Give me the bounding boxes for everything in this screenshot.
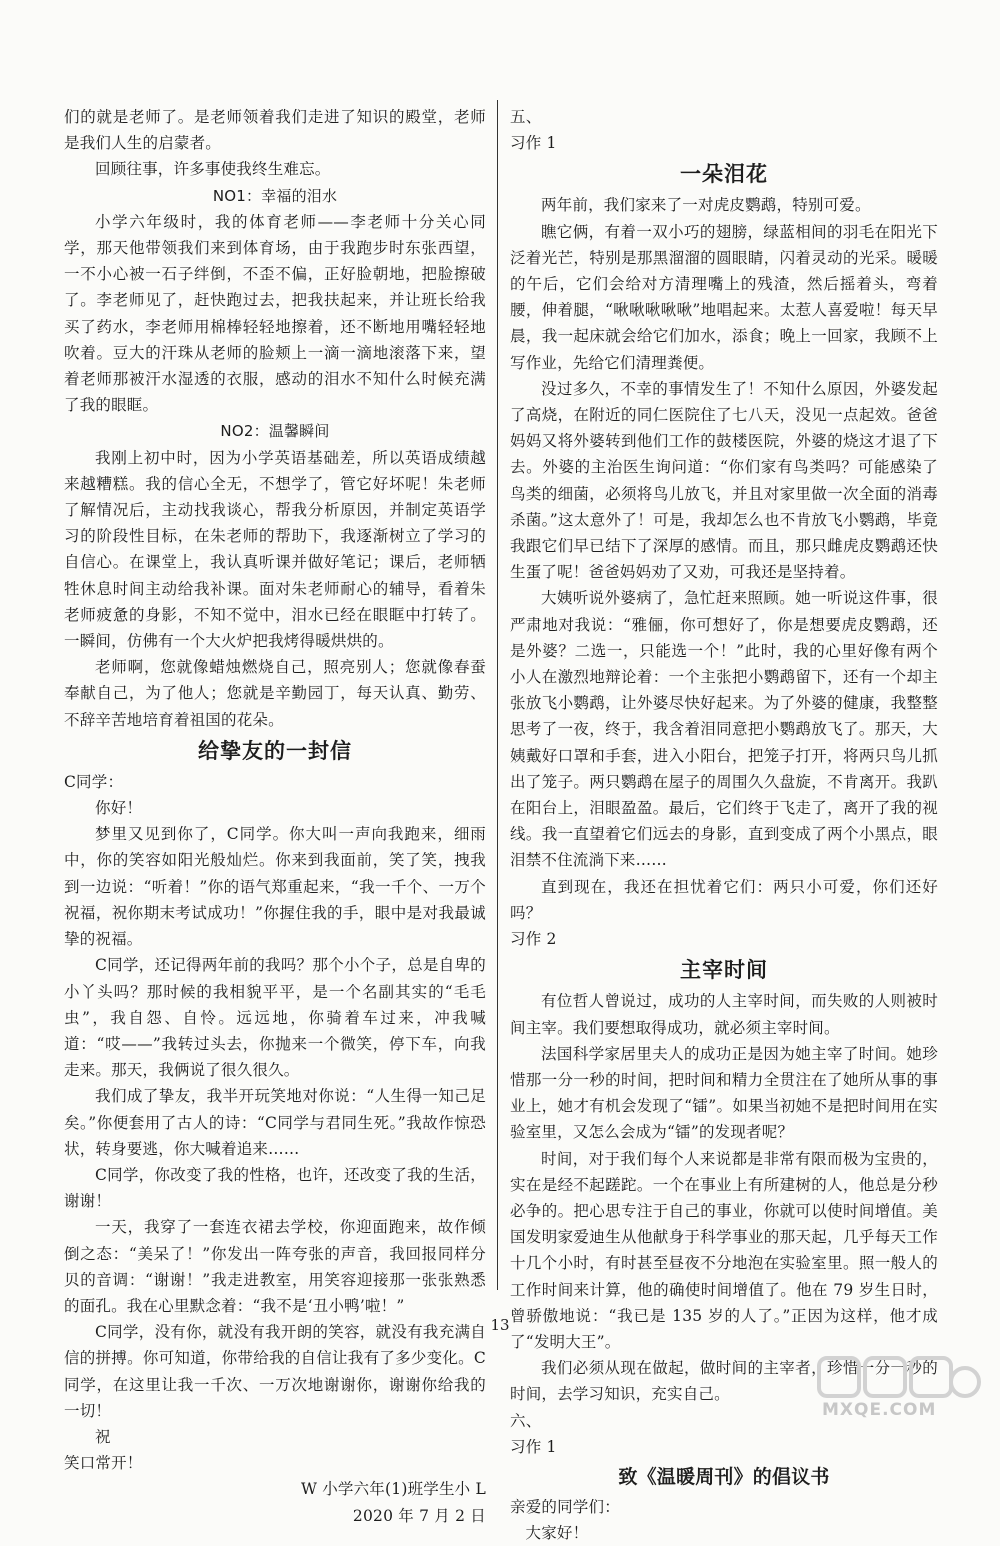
paragraph: 法国科学家居里夫人的成功正是因为她主宰了时间。她珍惜那一分一秒的时间，把时间和精力全贯注在了她所从事的事业上，她才有机会发现了“镭”。如果当初她不是把时间用在实验室里，又怎么会成为“镭”的发现者呢？ <box>510 1044 938 1142</box>
letter-salutation: C同学： <box>64 772 124 791</box>
paragraph: 梦里又见到你了，C同学。你大叫一声向我跑来，细雨中，你的笑容如阳光般灿烂。你来到我面前，笑了笑，拽我到一边说：“听着！”你的语气郑重起来，“我一千个、一万个祝福，祝你期末考试成功！”你握住我的手，眼中是对我最诚挚的祝福。 <box>64 825 486 949</box>
subheading-no2: NO2：温馨瞬间 <box>220 422 330 441</box>
letter-greeting: 你好！ <box>95 799 143 818</box>
exercise-label: 习作 1 <box>510 1437 557 1456</box>
letter-date: 2020 年 7 月 2 日 <box>352 1506 486 1525</box>
paragraph: C同学，没有你，就没有我开朗的笑容，就没有我充满自信的拼搏。你可知道，你带给我的自信让我有了多少变化。C同学，在这里让我一千次、一万次地谢谢你，谢谢你给我的一切！ <box>64 1323 486 1420</box>
paragraph: 两年前，我们家来了一对虎皮鹦鹉，特别可爱。 <box>541 196 871 215</box>
paragraph: 回顾往事，许多事使我终生难忘。 <box>95 160 331 179</box>
paragraph: 直到现在，我还在担忧着它们：两只小可爱，你们还好吗？ <box>510 877 938 922</box>
paragraph: 时间，对于我们每个人来说都是非常有限而极为宝贵的，实在是经不起蹉跎。一个在事业上有所建树的人，他总是分秒必争的。把心思专注于自己的事业，你就可以使时间增值。美国发明家爱迪生从他献身于科学事业的那天起，几乎每天工作十几个小时，有时甚至昼夜不分地泡在实验室里。照一般人的工作时间来计算，他的确使时间增值了。他在 79 岁生日时，曾骄傲地说：“我已是 135 岁的人了。”正因为这样，他才成了“发明大王”。 <box>510 1149 938 1351</box>
paragraph: 我们成了挚友，我半开玩笑地对你说：“人生得一知己足矣。”你便套用了古人的诗：“C同学与君同生死。”我故作惊恐状，转身要逃，你大喊着追来…… <box>64 1087 486 1158</box>
letter-signature: W 小学六年(1)班学生小 L <box>300 1480 486 1499</box>
section-number: 六、 <box>510 1411 542 1430</box>
exercise-label: 习作 2 <box>510 930 557 949</box>
paragraph: 有位哲人曾说过，成功的人主宰时间，而失败的人则被时间主宰。我们要想取得成功，就必须主宰时间。 <box>510 992 938 1037</box>
paragraph: 老师啊，您就像蜡烛燃烧自己，照亮别人；您就像春蚕奉献自己，为了他人；您就是辛勤园丁，每天认真、勤劳、不辞辛苦地培育着祖国的花朵。 <box>64 658 486 729</box>
letter-greeting: 大家好！ <box>525 1524 589 1543</box>
page-number: 13 <box>490 1316 510 1334</box>
paragraph: C同学，你改变了我的性格，也许，还改变了我的生活，谢谢！ <box>64 1165 486 1211</box>
watermark-text: MXQE.COM <box>822 1400 937 1420</box>
letter-closing: 祝 <box>95 1427 111 1446</box>
essay-title-letter: 给挚友的一封信 <box>198 738 352 763</box>
paragraph: 们的就是老师了。是老师领着我们走进了知识的殿堂，老师是我们人生的启蒙者。 <box>64 108 486 153</box>
paragraph: 大姨听说外婆病了，急忙赶来照顾。她一听说这件事，很严肃地对我说：“雅俪，你可想好了，你是想要虎皮鹦鹉，还是外婆？二选一，只能选一个！”此时，我的心里好像有两个小人在激烈地辩论着：一个主张把小鹦鹉留下，还有一个却主张放飞小鹦鹉，让外婆尽快好起来。为了外婆的健康，我整整思考了一夜，终于，我含着泪同意把小鹦鹉放飞了。那天，大姨戴好口罩和手套，进入小阳台，把笼子打开，将两只鸟儿抓出了笼子。两只鹦鹉在屋子的周围久久盘旋，不肯离开。我趴在阳台上，泪眼盈盈。最后，它们终于飞走了，离开了我的视线。我一直望着它们远去的身影，直到变成了两个小黑点，眼泪禁不住流淌下来…… <box>510 589 938 870</box>
paragraph: 我刚上初中时，因为小学英语基础差，所以英语成绩越来越糟糕。我的信心全无，不想学了，管它好坏呢！朱老师了解情况后，主动找我谈心，帮我分析原因，并制定英语学习的阶段性目标，在朱老师的帮助下，我逐渐树立了学习的自信心。在课堂上，我认真听课并做好笔记；课后，老师牺牲休息时间主动给我补课。面对朱老师耐心的辅导，看着朱老师疲惫的身影，不知不觉中，泪水已经在眼眶中打转了。一瞬间，仿佛有一个大火炉把我烤得暖烘烘的。 <box>64 448 486 651</box>
letter-salutation: 亲爱的同学们： <box>510 1497 620 1516</box>
paragraph: 没过多久，不幸的事情发生了！不知什么原因，外婆发起了高烧，在附近的同仁医院住了七八天，没见一点起效。爸爸妈妈又将外婆转到他们工作的鼓楼医院，外婆的烧这才退了下去。外婆的主治医生询问道：“你们家有鸟类吗？可能感染了鸟类的细菌，必须将鸟儿放飞，并且对家里做一次全面的消毒杀菌。”这太意外了！可是，我却怎么也不肯放飞小鹦鹉，毕竟我跟它们早已结下了深厚的感情。而且，那只雌虎皮鹦鹉还快生蛋了呢！爸爸妈妈劝了又劝，可我还是坚持着。 <box>510 379 938 582</box>
paragraph: 瞧它俩，有着一双小巧的翅膀，绿蓝相间的羽毛在阳光下泛着光芒，特别是那黑溜溜的圆眼睛，闪着灵动的光采。暖暖的午后，它们会给对方清理嘴上的残渣，然后摇着头，弯着腰，伸着腿，“啾啾啾啾啾”地唱起来。太惹人喜爱啦！每天早晨，我一起床就会给它们加水，添食；晚上一回家，我顾不上写作业，先给它们清理粪便。 <box>510 222 938 372</box>
essay-title: 主宰时间 <box>680 958 768 983</box>
paragraph: 小学六年级时，我的体育老师——李老师十分关心同学，那天他带领我们来到体育场，由于我跑步时东张西望，一不小心被一石子绊倒，不歪不偏，正好脸朝地，把脸擦破了。李老师见了，赶快跑过去，把我扶起来，并让班长给我买了药水，李老师用棉棒轻轻地擦着，还不断地用嘴轻轻地吹着。豆大的汗珠从老师的脸颊上一滴一滴地滚落下来，望着老师那被汗水湿透的衣服，感动的泪水不知什么时候充满了我的眼眶。 <box>64 212 486 415</box>
letter-wish: 笑口常开！ <box>64 1454 143 1473</box>
essay-title: 致《温暖周刊》的倡议书 <box>618 1465 830 1488</box>
exercise-label: 习作 1 <box>510 134 557 153</box>
paragraph: 一天，我穿了一套连衣裙去学校，你迎面跑来，故作倾倒之态：“美呆了！”你发出一阵夸张的声音，我回报同样分贝的音调：“谢谢！”我走进教室，用笑容迎接那一张张熟悉的面孔。我在心里默念着：“我不是‘丑小鸭’啦！” <box>64 1218 486 1315</box>
subheading-no1: NO1：幸福的泪水 <box>212 186 338 205</box>
paragraph: C同学，还记得两年前的我吗？那个小个子，总是自卑的小丫头吗？那时候的我相貌平平，是一个名副其实的“毛毛虫”，我自怨、自怜。远远地，你骑着车过来，冲我喊道：“哎——”我转过头去，你抛来一个微笑，停下车，向我走来。那天，我俩说了很久很久。 <box>64 956 486 1080</box>
section-number: 五、 <box>510 108 542 126</box>
essay-title: 一朵泪花 <box>680 162 768 187</box>
paragraph: 我们必须从现在做起，做时间的主宰者，珍惜一分一秒的时间，去学习知识，充实自己。 <box>510 1359 938 1404</box>
column-divider <box>497 100 498 1290</box>
